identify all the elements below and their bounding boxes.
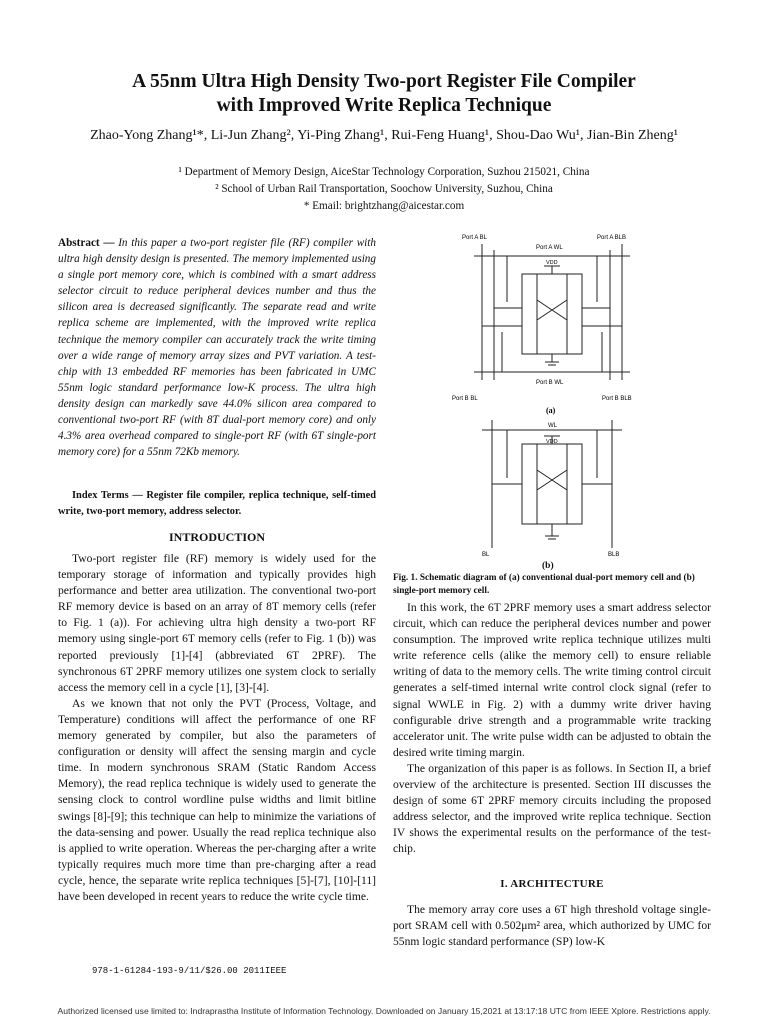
figure-1b-label: (b) — [542, 561, 554, 571]
figure-1-caption: Fig. 1. Schematic diagram of (a) conventional dual-port memory cell and (b) single-port memory cell. — [393, 573, 695, 596]
abstract-label: Abstract — — [58, 237, 115, 249]
intro-paragraph-2: As we known that not only the PVT (Process, Voltage, and Temperature) conditions will affect the performance of one RF memory generated by compiler, but also the parameters of configuration or density will affect the sensing margin and cycle time. In modern synchronous SRAM (Static Random Access Memory), the read replica technique is widely used to generate the sensing clock to control wordline pulse widths and limit bitline swings [8]-[9]; this technique can help to minimize the variations of the data-sensing and power. Usually the read replica technique also is applied to write operation. Whereas the per-charging after a write typically requires much more time than pre-charging after a read cycle, hence, the separate write replica techniques [5]-[7], [10]-[11] have been developed in recent years to reduce the write cycle time. — [58, 696, 376, 903]
paper-title-line1: A 55nm Ultra High Density Two-port Register File Compiler — [132, 71, 636, 92]
label-port-b-bl: Port B BL — [452, 396, 478, 402]
author-list: Zhao-Yong Zhang¹*, Li-Jun Zhang², Yi-Ping Zhang¹, Rui-Feng Huang¹, Shou-Dao Wu¹, Jian-Bin Zheng¹ — [90, 128, 678, 143]
label-vdd-a: VDD — [546, 260, 558, 266]
index-terms: Index Terms — Register file compiler, replica technique, self-timed write, two-port memory, address selector. — [58, 490, 376, 517]
label-blb: BLB — [608, 552, 620, 558]
architecture-body — [393, 902, 711, 950]
section-heading-architecture: I. ARCHITECTURE — [500, 878, 604, 890]
intro-paragraph-1: Two-port register file (RF) memory is widely used for the temporary storage of information and typically provides high performance and better area utilization. The conventional two-port RF memory device is based on an array of 8T memory cells (refer to Fig. 1 (a)). For achieving ultra high density a two-port RF memory using single-port 6T memory cells (refer to Fig. 1 (b)) was reported previously [1]-[4] (abbreviated 6T 2PRF). The synchronous 6T 2PRF memory utilizes one system clock to serially access the memory cell in a cycle [1], [3]-[4]. — [58, 552, 376, 694]
affiliation-1: ¹ Department of Memory Design, AiceStar Technology Corporation, Suzhou 215021, China — [178, 166, 590, 178]
label-port-a-wl: Port A WL — [536, 245, 563, 251]
abstract — [58, 235, 376, 460]
label-port-b-blb: Port B BLB — [602, 396, 632, 402]
figure-1a-label: (a) — [546, 406, 556, 415]
paper-title-line2: with Improved Write Replica Technique — [216, 95, 552, 116]
author-email: * Email: brightzhang@aicestar.com — [303, 200, 465, 212]
right-column-body — [393, 600, 711, 858]
right-paragraph-2: The organization of this paper is as follows. In Section II, a brief overview of the architecture is presented. Section III discusses the design of some 6T 2PRF memory circuits including the proposed address selector, and the improved write replica technique. Section IV shows the experimental results on the performance of the test-chip. — [393, 761, 711, 856]
label-bl: BL — [482, 552, 490, 558]
label-port-a-blb: Port A BLB — [597, 235, 627, 241]
label-port-a-bl: Port A BL — [462, 235, 488, 241]
section-heading-introduction: INTRODUCTION — [168, 530, 265, 544]
introduction-body — [58, 551, 376, 905]
right-paragraph-1: In this work, the 6T 2PRF memory uses a smart address selector circuit, which can reduce the peripheral devices number and power consumption. The improved write replica technique utilizes multi write reference cells (alike the memory cell) to ensure reliable writing of data to the memory cells. The write timing control circuit generates a self-timed internal write control clock signal (refer to signal WWLE in Fig. 2) with a dummy write driver having configurable drive strength and a programmable write tracking accelerator unit. The write pulse width can be adjusted to obtain the desired write timing margin. — [393, 601, 711, 759]
architecture-paragraph-1: The memory array core uses a 6T high threshold voltage single-port SRAM cell with 0.502μm² area, which authorized by UMC for 55nm logic standard performance (SP) low-K — [393, 903, 711, 949]
abstract-text: In this paper a two-port register file (RF) compiler with ultra high density design is presented. The memory implemented using a single port memory core, which is combined with a smart address selector circuit to reduce peripheral devices number and thus the silicon area is decreased significantly. The separate read and write replica scheme are implemented, with the improved write replica technique the memory compiler can accurately track the write timing over a wide range of memory array sizes and PVT variation. A test-chip with 13 embedded RF memories has been fabricated in UMC 55nm logic standard performance low-K process. The ultra high density design can markedly save 44.0% silicon area compared to conventional two-port RF (with 8T dual-port memory core) and only 4.3% area overhead compared to single-port RF (with 6T single-port memory core) for a 55nm 72Kb memory. — [58, 237, 376, 459]
license-notice: Authorized licensed use limited to: Indraprastha Institute of Information Technology. Downloaded on January 15,2021 at 13:17:18 UTC from IEEE Xplore. Restrictions apply. — [57, 1006, 711, 1016]
label-port-b-wl: Port B WL — [536, 380, 564, 386]
figure-1-schematic — [452, 230, 652, 560]
label-vdd-b: VDD — [546, 439, 558, 445]
label-wl: WL — [548, 423, 557, 429]
copyright-footer: 978-1-61284-193-9/11/$26.00 2011IEEE — [92, 966, 287, 976]
affiliation-2: ² School of Urban Rail Transportation, Soochow University, Suzhou, China — [215, 183, 553, 195]
